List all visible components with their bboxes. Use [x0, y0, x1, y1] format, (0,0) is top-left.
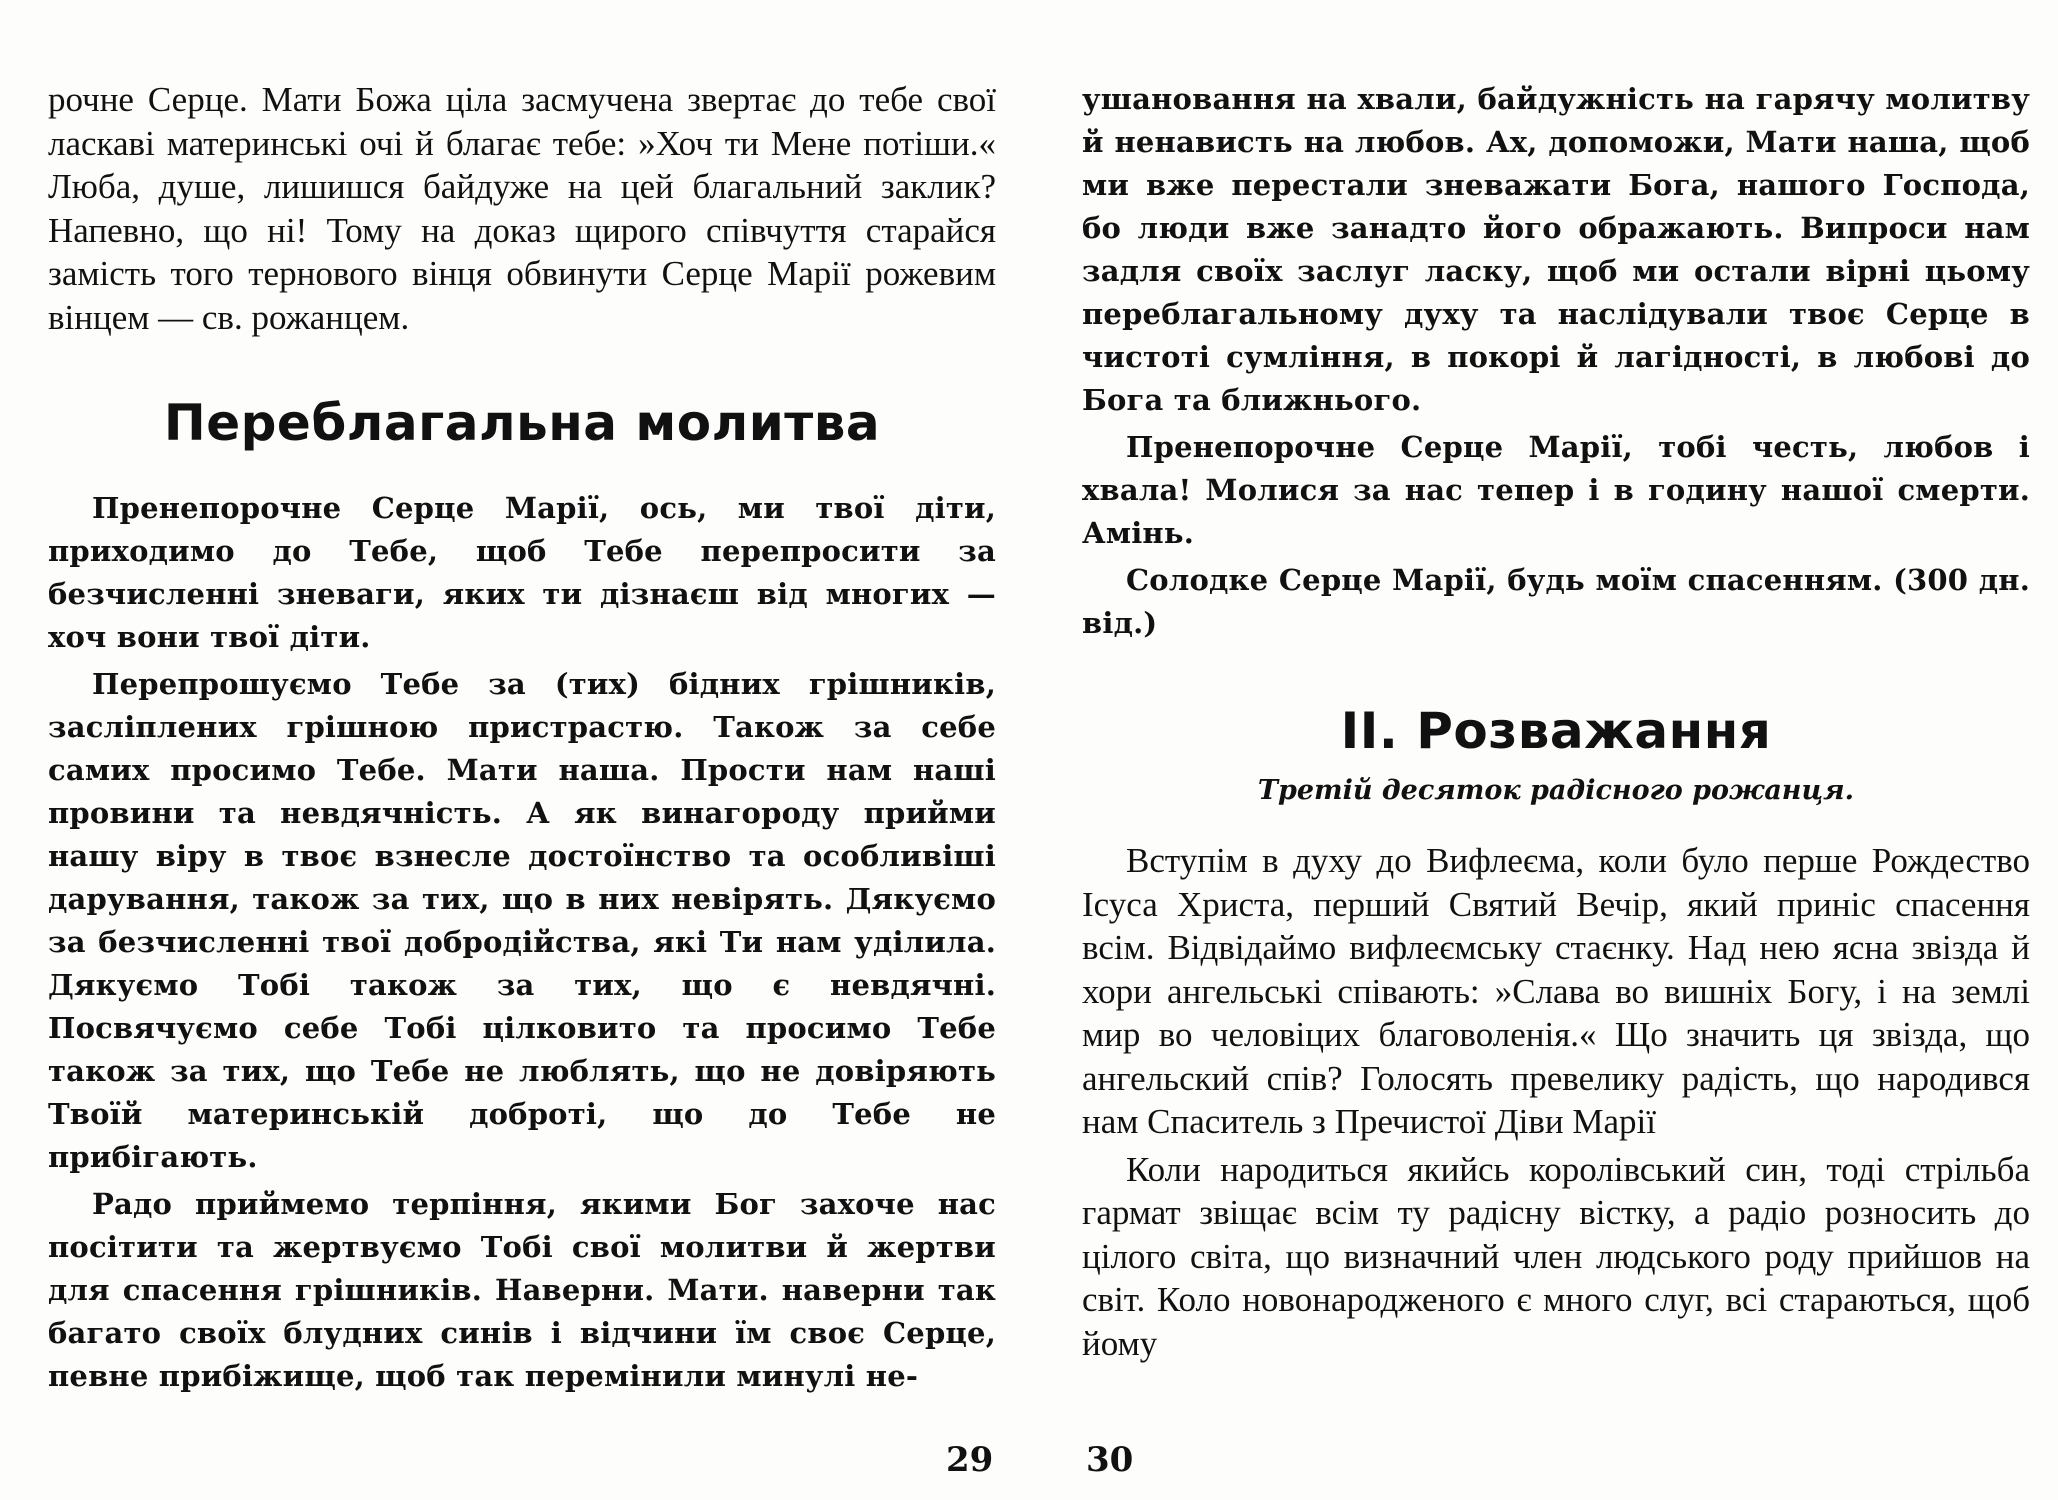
prayer-paragraph: Пренепорочне Серце Марії, тобі честь, любов і хвала! Молися за нас тепер і в годину нашої смерти. Амінь. — [1082, 430, 2030, 550]
page-number-left: 29 — [946, 1440, 994, 1480]
prayer-paragraph: Перепрошуємо Тебе за (тих) бідних грішників, засліплених грішною пристрастю. Також за себе самих просимо Тебе. Мати наша. Прости нам наші провини та невдячність. А як винагороду прийми нашу віру в твоє взнесле достоїнство та особливіші дарування, також за тих, що в них невірять. Дякуємо за безчисленні твої добродійства, які Ти нам уділила. Дякуємо Тобі також за тих, що є невдячні. Посвячуємо себе Тобі цілковито та просимо Тебе також за тих, що Тебе не люблять, що не довіряють Твоїй материнській доброті, що до Тебе не прибігають. — [48, 667, 996, 1174]
left-page — [48, 78, 996, 1408]
right-page — [1082, 78, 2030, 1408]
meditation-heading: II. Розважання — [1340, 702, 1772, 760]
prayer-paragraph: Пренепорочне Серце Марії, ось, ми твої діти, приходимо до Тебе, щоб Тебе перепросити за безчисленні зневаги, яких ти дізнаєш від многих — хоч вони твої діти. — [48, 491, 996, 654]
meditation-paragraph: Коли народиться якийсь королівський син, тоді стрільба гармат звіщає всім ту радісну вістку, а радіо розносить до цілого світа, що визначний член людського роду прийшов на світ. Коло новонародженого є много слуг, всі стараються, щоб йому — [1082, 1149, 2030, 1363]
prayer-paragraph: Радо приймемо терпіння, якими Бог захоче нас посітити та жертвуємо Тобі свої молитви й жертви для спасення грішників. Наверни. Мати. наверни так багато своїх блудних синів і відчини їм своє Серце, певне прибіжище, щоб так перемінили минулі не- — [48, 1187, 996, 1393]
meditation-subheading: Третій десяток радісного рожанця. — [1257, 775, 1855, 806]
continued-prayer-paragraph: ушановання на хвали, байдужність на гарячу молитву й ненависть на любов. Ах, допоможи, Мати наша, щоб ми вже перестали зневажати Бога, нашого Господа, бо люди вже занадто його ображають. Випроси нам задля своїх заслуг ласку, щоб ми остали вірні цьому переблагальному духу та наслідували твоє Серце в чистоті сумління, в покорі й лагідності, в любові до Бога та ближнього. — [1082, 82, 2030, 417]
intro-paragraph: рочне Серце. Мати Божа ціла засмучена звертає до тебе свої ласкаві материнські очі й благає тебе: »Хоч ти Мене потіши.« Люба, душе, лишишся байдуже на цей благальний заклик? Напевно, що ні! Тому на доказ щирого співчуття старайся замість того тернового вінця обвинути Серце Марії рожевим вінцем — св. рожанцем. — [48, 80, 996, 337]
meditation-paragraph: Вступім в духу до Вифлеєма, коли було перше Рождество Ісуса Христа, перший Святий Вечір, який приніс спасення всім. Відвідаймо вифлеємську стаєнку. Над нею ясна звізда й хори ангельські співають: »Слава во вишніх Богу, і на землі мир во человіцих благоволенія.« Що значить ця звізда, що ангельский спів? Голосять превелику радість, що народився нам Спаситель з Пречистої Діви Марії — [1082, 841, 2030, 1141]
prayer-heading: Переблагальна молитва — [163, 394, 881, 452]
page-number-right: 30 — [1086, 1440, 1134, 1480]
prayer-paragraph: Солодке Серце Марії, будь моїм спасенням. (300 дн. від.) — [1082, 563, 2030, 640]
